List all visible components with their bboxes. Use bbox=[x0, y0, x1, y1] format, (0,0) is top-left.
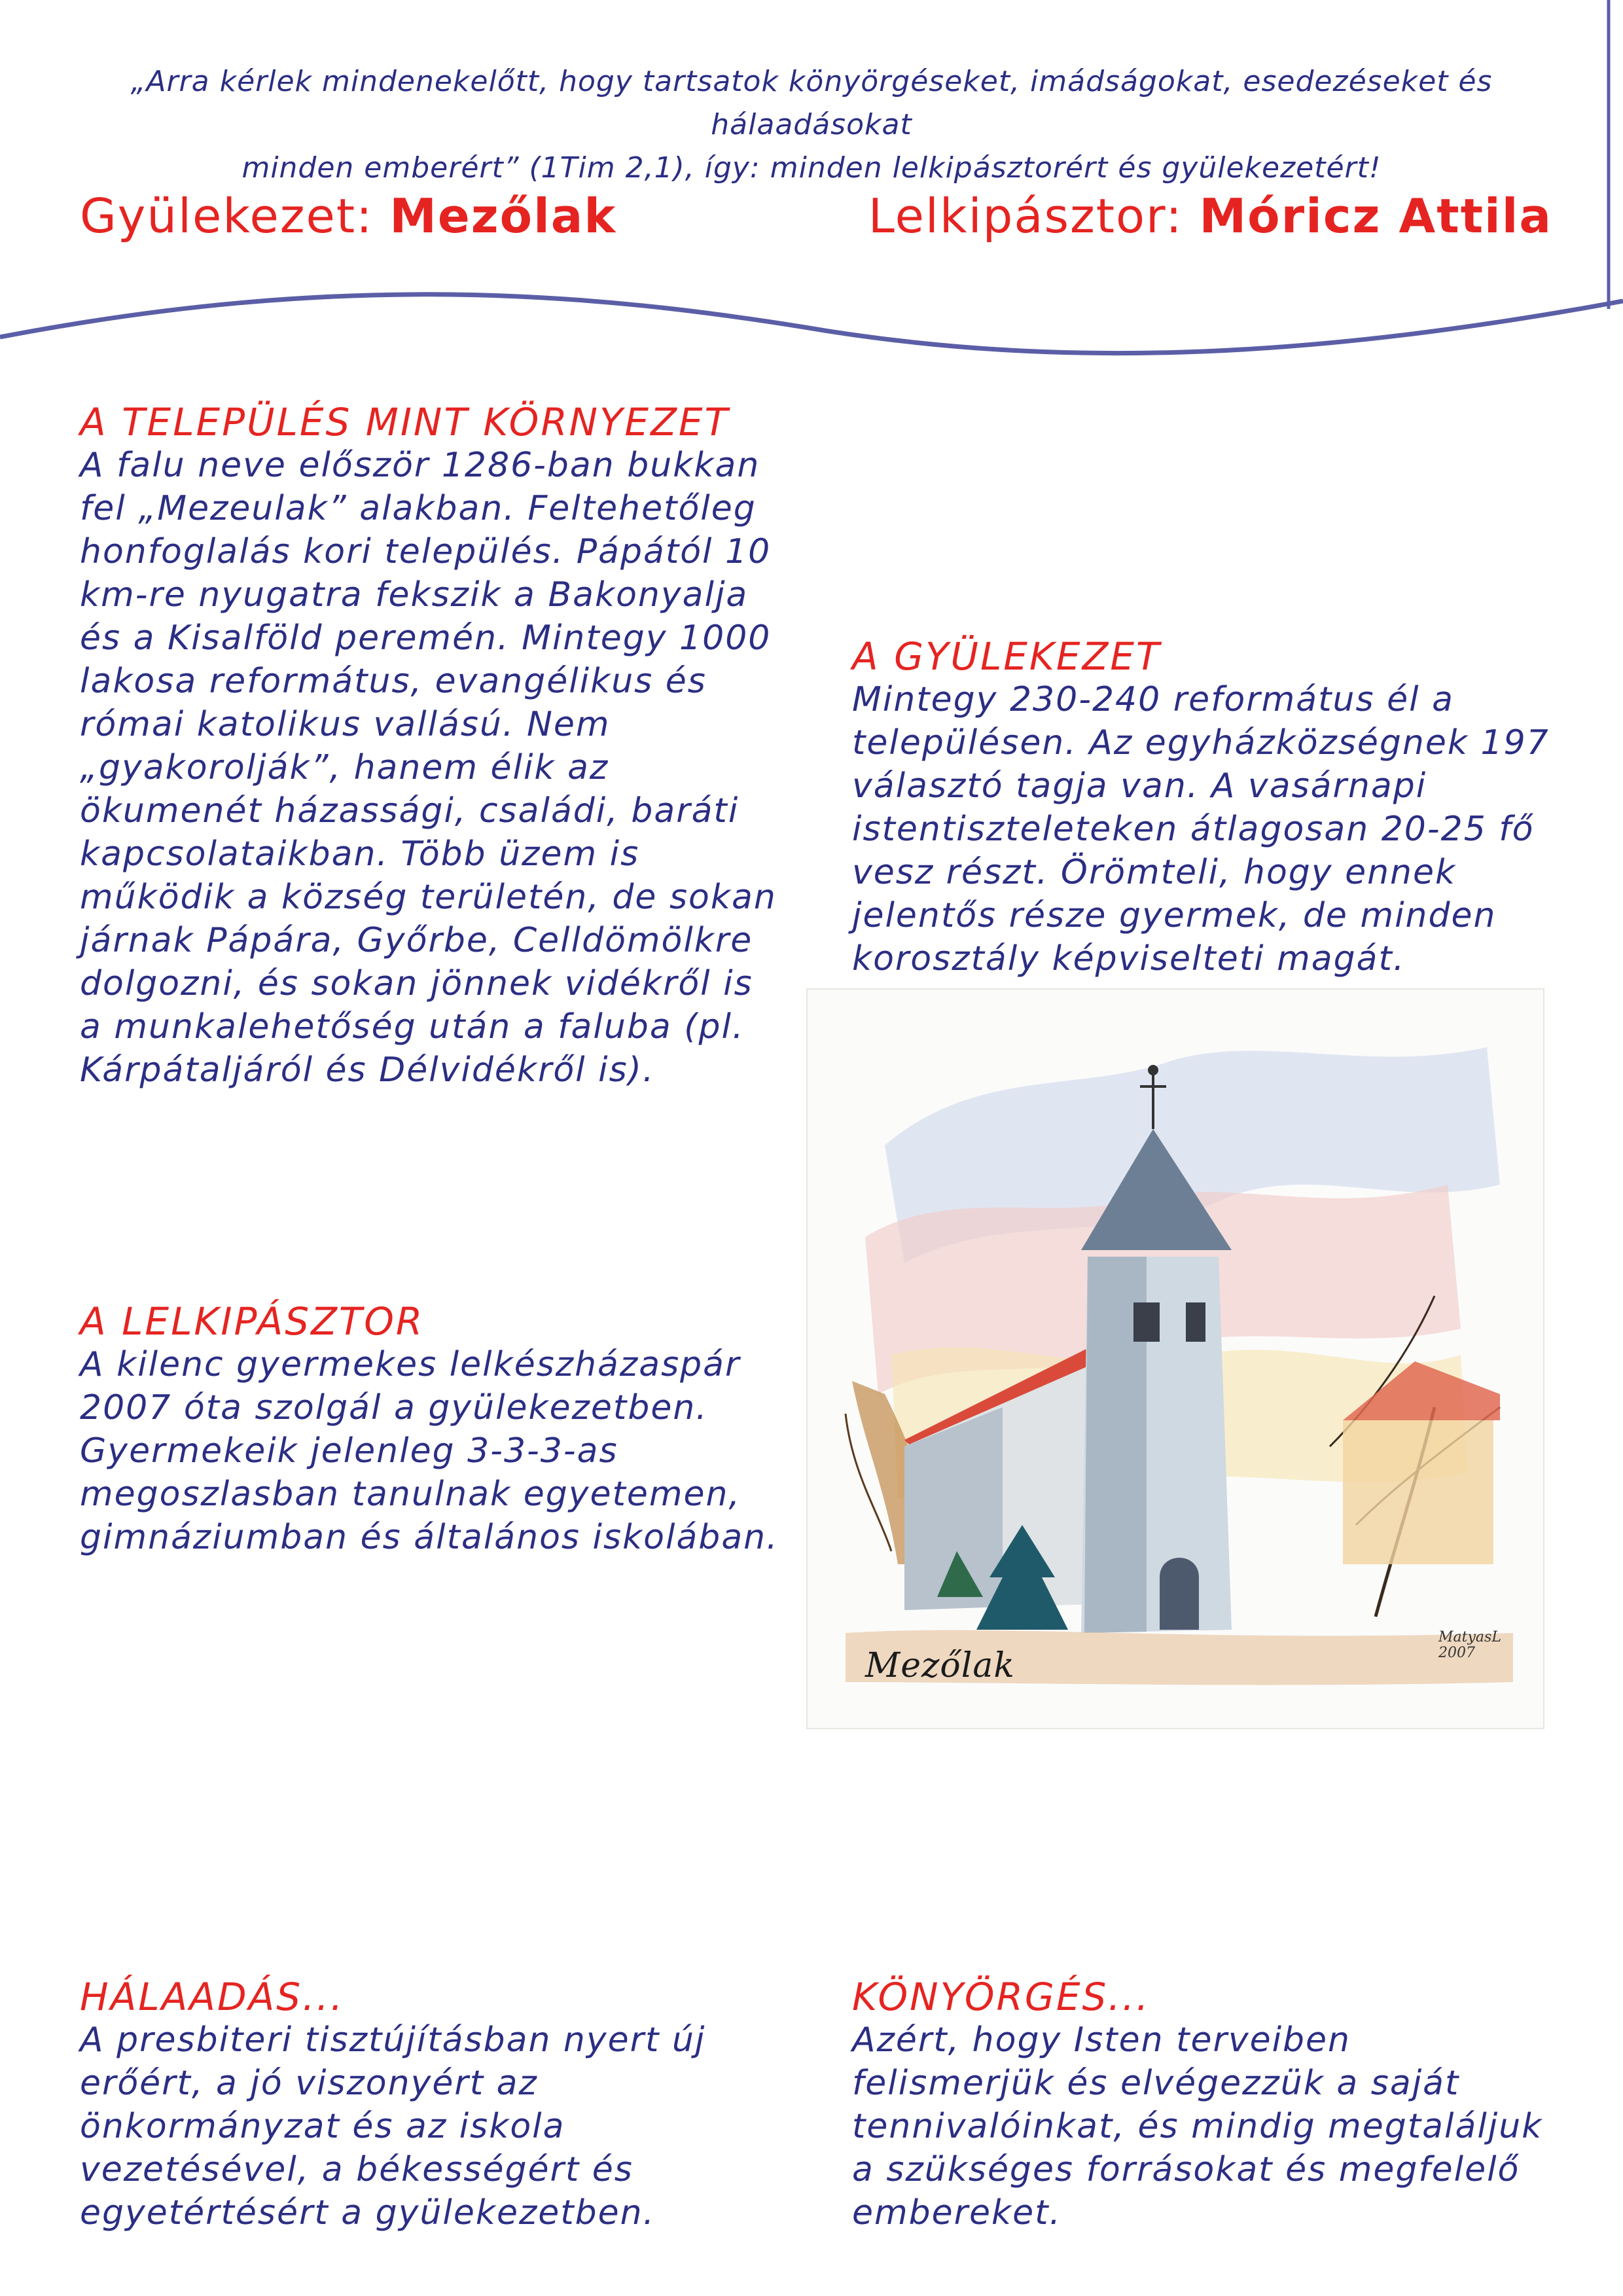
section-thanksgiving bbox=[80, 1975, 787, 2234]
section-settlement bbox=[80, 401, 787, 1092]
section-thanksgiving-title: HÁLAADÁS... bbox=[80, 1975, 345, 2019]
bible-verse-line-1: „Arra kérlek mindenekelőtt, hogy tartsatok könyörgéseket, imádságokat, esedezéseket és hálaadásokat bbox=[130, 65, 1493, 141]
congregation-label: Gyülekezet: bbox=[80, 188, 390, 243]
congregation-name: Mezőlak bbox=[389, 188, 617, 243]
pastor-heading bbox=[868, 188, 1552, 243]
section-supplication-title: KÖNYÖRGÉS... bbox=[852, 1975, 1150, 2019]
section-settlement-title: A TELEPÜLÉS MINT KÖRNYEZET bbox=[80, 400, 730, 444]
section-congregation-title: A GYÜLEKEZET bbox=[852, 634, 1162, 679]
bible-verse-line-2: minden emberért” (1Tim 2,1), így: minden lelkipásztorért és gyülekezetért! bbox=[241, 151, 1382, 185]
church-illustration bbox=[806, 988, 1544, 1729]
bible-verse bbox=[92, 60, 1531, 190]
church-watercolor-painting bbox=[806, 988, 1544, 1729]
section-supplication bbox=[852, 1975, 1559, 2234]
pastor-label: Lelkipásztor: bbox=[868, 188, 1200, 243]
section-settlement-text: A falu neve először 1286-ban bukkan fel „Mezeulak” alakban. Feltehetőleg honfoglalás kori település. Pápától 10 km-re nyugatra fekszik a Bakonyalja és a Kisalföld peremén. Mintegy 1000 lakosa református, evangélikus és római katolikus vallású. Nem „gyakorolják”, hanem élik az ökumenét házassági, családi, baráti kapcsolataikban. Több üzem is működik a község területén, de sokan járnak Pápára, Győrbe, Celldömölkre dolgozni, és sokan jönnek vidékről is a munkalehetőség után a faluba (pl. Kárpátaljáról és Délvidékről is). bbox=[80, 446, 777, 1090]
section-thanksgiving-text: A presbiteri tisztújításban nyert új erőért, a jó viszonyért az önkormányzat és az iskola vezetésével, a békességért és egyetértésért a gyülekezetben. bbox=[80, 2020, 706, 2233]
section-congregation bbox=[852, 635, 1559, 980]
section-pastor bbox=[80, 1300, 787, 1559]
painting-caption: Mezőlak bbox=[865, 1646, 1015, 1685]
painter-signature: MatyasL 2007 bbox=[1438, 1629, 1501, 1661]
section-supplication-text: Azért, hogy Isten terveiben felismerjük és elvégezzük a saját tennivalóinkat, és mindig megtaláljuk a szükséges forrásokat és megfelelő embereket. bbox=[852, 2020, 1543, 2233]
section-pastor-text: A kilenc gyermekes lelkészházaspár 2007 óta szolgál a gyülekezetben. Gyermekeik jelenleg 3-3-3-as megoszlasban tanulnak egyetemen, gimnáziumban és általános iskolában. bbox=[80, 1345, 779, 1557]
section-pastor-title: A LELKIPÁSZTOR bbox=[80, 1299, 425, 1344]
section-congregation-text: Mintegy 230-240 református él a településen. Az egyházközségnek 197 választó tagja van. A vasárnapi istentiszteleteken átlagosan 20-25 fő vesz részt. Örömteli, hogy ennek jelentős része gyermek, de minden korosztály képviselteti magát. bbox=[852, 680, 1550, 978]
pastor-name: Móricz Attila bbox=[1199, 188, 1552, 243]
congregation-heading bbox=[80, 188, 616, 243]
